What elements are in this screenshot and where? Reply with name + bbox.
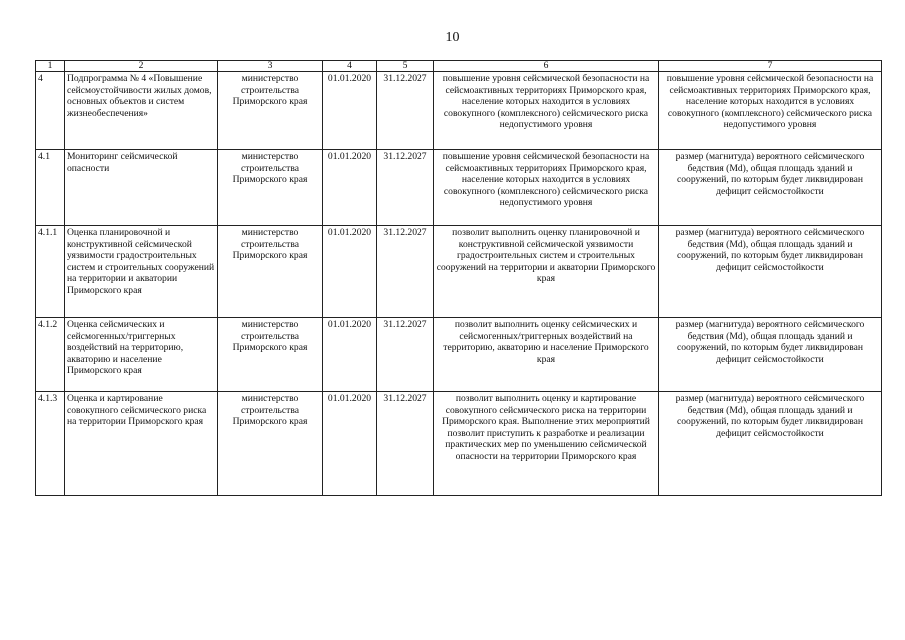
activity-name: Оценка планировочной и конструктивной сейсмической уязвимости градостроительных систем и строительных сооружений на территории и акватории Приморского края: [65, 226, 218, 318]
table-row: [36, 392, 882, 496]
expected-result: повышение уровня сейсмической безопасности на сейсмоактивных территориях Приморского края, население которых находится в условиях совокупного (комплексного) сейсмического риска недопустимого уровня: [434, 150, 659, 226]
expected-result: позволит выполнить оценку и картирование совокупного сейсмического риска на территории Приморского края. Выполнение этих мероприятий позволит приступить к разработке и реализации практических мер по уменьшению сейсмической опасности на территории Приморского края: [434, 392, 659, 496]
start-date: 01.01.2020: [323, 318, 377, 392]
column-header-3: 3: [218, 61, 323, 72]
end-date: 31.12.2027: [377, 72, 434, 150]
responsible-executor: министерство строительства Приморского края: [218, 392, 323, 496]
column-header-2: 2: [65, 61, 218, 72]
page-number: 10: [445, 30, 460, 45]
end-date: 31.12.2027: [377, 392, 434, 496]
column-number-row: [36, 61, 882, 72]
expected-result: повышение уровня сейсмической безопасности на сейсмоактивных территориях Приморского края, население которых находится в условиях совокупного (комплексного) сейсмического риска недопустимого уровня: [434, 72, 659, 150]
end-date: 31.12.2027: [377, 318, 434, 392]
responsible-executor: министерство строительства Приморского края: [218, 150, 323, 226]
table-row: [36, 318, 882, 392]
column-header-7: 7: [659, 61, 882, 72]
responsible-executor: министерство строительства Приморского края: [218, 72, 323, 150]
target-indicator: размер (магнитуда) вероятного сейсмического бедствия (Md), общая площадь зданий и сооружений, по которым будет ликвидирован дефицит сейсмостойкости: [659, 318, 882, 392]
activity-name: Оценка и картирование совокупного сейсмического риска на территории Приморского края: [65, 392, 218, 496]
end-date: 31.12.2027: [377, 226, 434, 318]
end-date: 31.12.2027: [377, 150, 434, 226]
target-indicator: размер (магнитуда) вероятного сейсмического бедствия (Md), общая площадь зданий и сооружений, по которым будет ликвидирован дефицит сейсмостойкости: [659, 392, 882, 496]
start-date: 01.01.2020: [323, 226, 377, 318]
row-number: 4.1.3: [36, 392, 65, 496]
row-number: 4.1: [36, 150, 65, 226]
responsible-executor: министерство строительства Приморского края: [218, 318, 323, 392]
column-header-1: 1: [36, 61, 65, 72]
target-indicator: повышение уровня сейсмической безопасности на сейсмоактивных территориях Приморского края, население которых находится в условиях совокупного (комплексного) сейсмического риска недопустимого уровня: [659, 72, 882, 150]
activity-name: Оценка сейсмических и сейсмогенных/триггерных воздействий на территорию, акваторию и население Приморского края: [65, 318, 218, 392]
column-header-6: 6: [434, 61, 659, 72]
table-row: [36, 226, 882, 318]
activity-name: Мониторинг сейсмической опасности: [65, 150, 218, 226]
column-header-4: 4: [323, 61, 377, 72]
expected-result: позволит выполнить оценку сейсмических и сейсмогенных/триггерных воздействий на территорию, акваторию и население Приморского края: [434, 318, 659, 392]
start-date: 01.01.2020: [323, 72, 377, 150]
row-number: 4.1.2: [36, 318, 65, 392]
activity-name: Подпрограмма № 4 «Повышение сейсмоустойчивости жилых домов, основных объектов и систем жизнеобеспечения»: [65, 72, 218, 150]
table-row: [36, 72, 882, 150]
program-activities-table: [35, 60, 882, 496]
column-header-5: 5: [377, 61, 434, 72]
start-date: 01.01.2020: [323, 392, 377, 496]
responsible-executor: министерство строительства Приморского края: [218, 226, 323, 318]
row-number: 4: [36, 72, 65, 150]
target-indicator: размер (магнитуда) вероятного сейсмического бедствия (Md), общая площадь зданий и сооружений, по которым будет ликвидирован дефицит сейсмостойкости: [659, 150, 882, 226]
start-date: 01.01.2020: [323, 150, 377, 226]
target-indicator: размер (магнитуда) вероятного сейсмического бедствия (Md), общая площадь зданий и сооружений, по которым будет ликвидирован дефицит сейсмостойкости: [659, 226, 882, 318]
row-number: 4.1.1: [36, 226, 65, 318]
expected-result: позволит выполнить оценку планировочной и конструктивной сейсмической уязвимости градостроительных систем и строительных сооружений на территории и акватории Приморского края: [434, 226, 659, 318]
table-row: [36, 150, 882, 226]
